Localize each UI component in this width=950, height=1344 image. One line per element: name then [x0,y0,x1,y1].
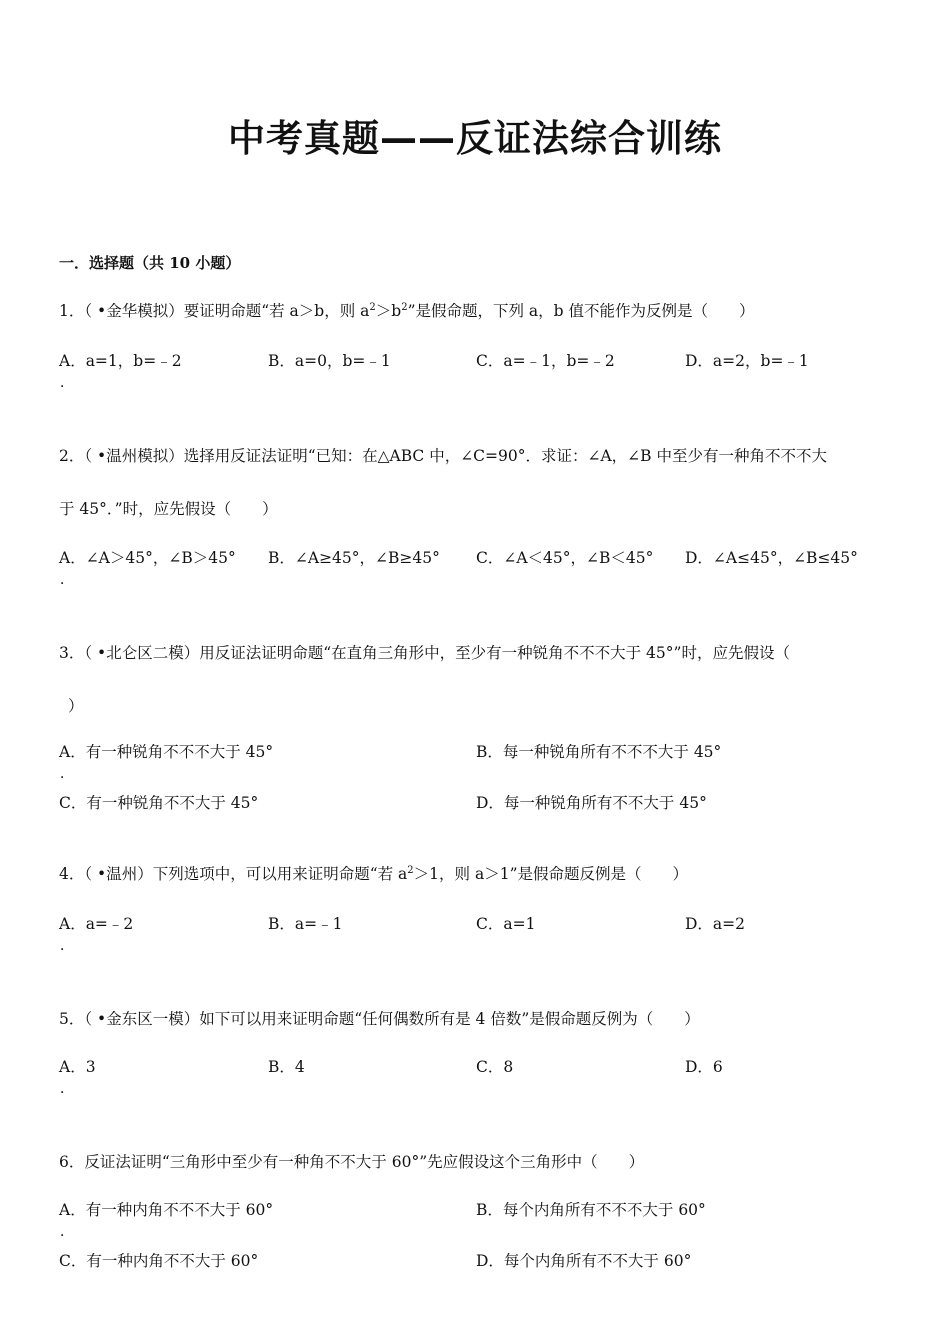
question-6-option-c: C．有一种内角不不大于 60° [59,1252,259,1270]
question-1-stem: 1．（ •金华模拟）要证明命题“若 a＞b，则 $a^2>b^2$”是假命题，下列 a，b 值不能作为反例是（ ） [59,302,755,320]
question-number: 5． [59,1010,85,1028]
question-3-option-c: C．有一种锐角不不大于 45° [59,794,259,812]
question-1-option-d: D．a=2，b=﹣1 [685,352,809,370]
option-dot: ． [60,766,74,782]
question-2-option-d: D．∠A≤45°，∠B≤45° [685,549,858,567]
question-4-option-a: A．a=﹣2 [59,915,134,933]
question-5-option-b: B．4 [268,1058,305,1076]
question-4-stem: 4．（ •温州）下列选项中，可以用来证明命题“若 $a^2>1$，则 a＞1”是假命题反例是（ ） [59,865,688,883]
question-number: 3． [59,644,85,662]
question-2-option-b: B．∠A≥45°，∠B≥45° [268,549,440,567]
question-6-option-a: A．有一种内角不不不大于 60° [59,1201,274,1219]
question-6-option-d: D．每个内角所有不不大于 60° [476,1252,692,1270]
option-dot: ． [60,375,74,391]
question-1-option-a: A．a=1，b=﹣2 [59,352,182,370]
question-5-option-d: D．6 [685,1058,723,1076]
option-dot: ． [60,572,74,588]
question-5-stem: 5．（ •金东区一模）如下可以用来证明命题“任何偶数所有是 4 倍数”是假命题反例为（ ） [59,1010,700,1028]
question-number: 6． [59,1153,85,1171]
question-4-option-b: B．a=﹣1 [268,915,343,933]
option-dot: ． [60,1081,74,1097]
question-1-option-b: B．a=0，b=﹣1 [268,352,391,370]
question-number: 2． [59,447,85,465]
question-4-option-d: D．a=2 [685,915,746,933]
question-2-stem-line-2: 于 45°．”时，应先假设（ ） [59,500,278,518]
option-dot: ． [60,938,74,954]
question-1-option-c: C．a=﹣1，b=﹣2 [476,352,615,370]
question-2-option-c: C．∠A＜45°，∠B＜45° [476,549,654,567]
question-3-stem-line-2: ） [68,697,84,715]
question-5-option-c: C．8 [476,1058,514,1076]
question-3-option-b: B．每一种锐角所有不不不大于 45° [476,743,722,761]
page-title: 中考真题——反证法综合训练 [228,117,722,160]
question-2-stem-line-1: 2．（ •温州模拟）选择用反证法证明“已知：在△ABC 中，∠C=90°．求证：∠A，∠B 中至少有一种角不不不大 [59,447,827,465]
question-3-option-a: A．有一种锐角不不不大于 45° [59,743,274,761]
question-6-stem: 6．反证法证明“三角形中至少有一种角不不大于 60°”先应假设这个三角形中（ ） [59,1153,645,1171]
question-2-option-a: A．∠A＞45°，∠B＞45° [59,549,236,567]
question-number: 4． [59,865,85,883]
question-3-option-d: D．每一种锐角所有不不大于 45° [476,794,707,812]
question-3-stem-line-1: 3．（ •北仑区二模）用反证法证明命题“在直角三角形中，至少有一种锐角不不不大于 45°”时，应先假设（ [59,644,790,662]
question-5-option-a: A．3 [59,1058,96,1076]
question-4-option-c: C．a=1 [476,915,536,933]
question-6-option-b: B．每个内角所有不不不大于 60° [476,1201,706,1219]
section-heading: 一．选择题（共 10 小题） [59,254,241,272]
question-number: 1． [59,302,85,320]
option-dot: ． [60,1224,74,1240]
